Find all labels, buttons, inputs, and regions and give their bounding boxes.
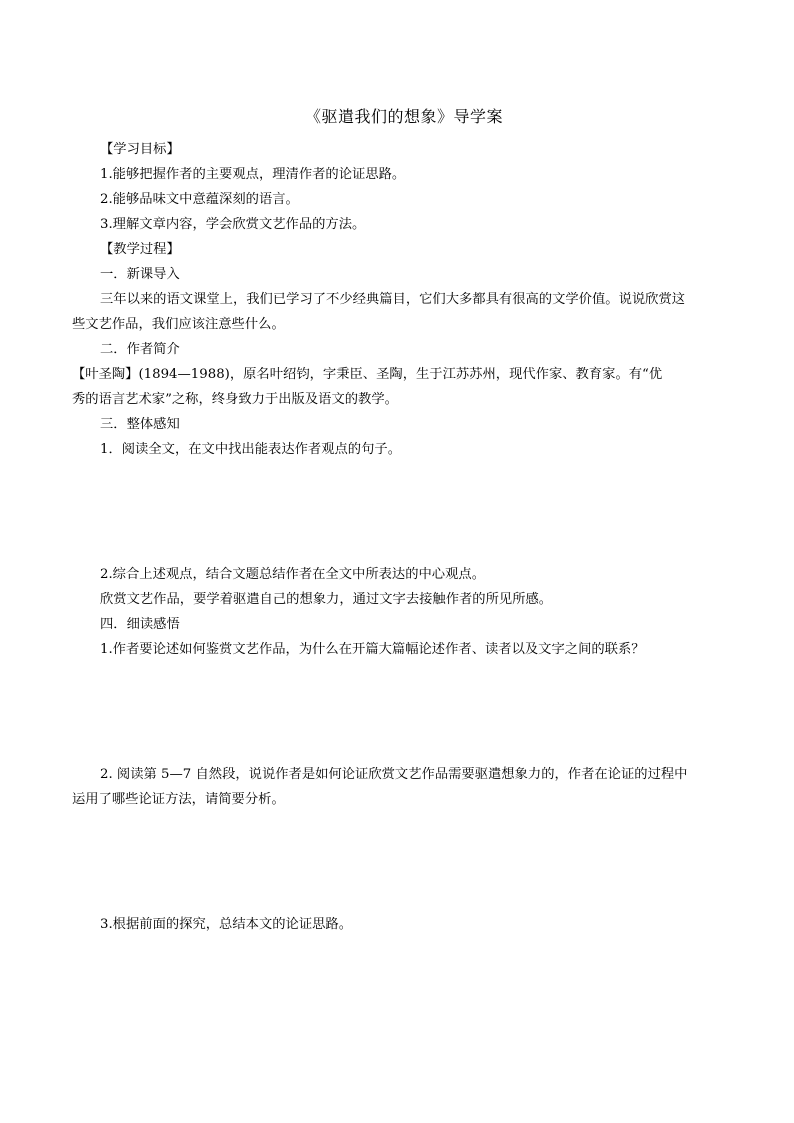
part-4-heading: 四．细读感悟 bbox=[100, 617, 180, 632]
author-intro-text: (1894—1988)，原名叶绍钧，字秉臣、圣陶，生于江苏苏州，现代作家、教育家。有“优 bbox=[138, 367, 663, 382]
author-name: 【叶圣陶】 bbox=[72, 367, 139, 382]
question-4-2-line-2: 运用了哪些论证方法，请简要分析。 bbox=[72, 792, 285, 807]
question-4-1: 1.作者要论述如何鉴赏文艺作品，为什么在开篇大篇幅论述作者、读者以及文字之间的联系？ bbox=[100, 642, 645, 657]
section-heading-goals: 【学习目标】 bbox=[100, 142, 180, 157]
part-1-paragraph-line-1: 三年以来的语文课堂上，我们已学习了不少经典篇目，它们大多都具有很高的文学价值。说说欣赏这 bbox=[100, 292, 686, 307]
question-3-2: 2.综合上述观点，结合文题总结作者在全文中所表达的中心观点。 bbox=[100, 567, 485, 582]
section-heading-process: 【教学过程】 bbox=[100, 242, 180, 257]
part-1-heading: 一．新课导入 bbox=[100, 267, 180, 282]
author-intro-line-2: 秀的语言艺术家”之称，终身致力于出版及语文的教学。 bbox=[72, 392, 398, 407]
question-4-2-line-1: 2. 阅读第 5—7 自然段，说说作者是如何论证欣赏文艺作品需要驱遣想象力的，作者在论证的过程中 bbox=[100, 767, 688, 782]
goal-item-1: 1.能够把握作者的主要观点，理清作者的论证思路。 bbox=[100, 167, 406, 182]
question-4-3: 3.根据前面的探究，总结本文的论证思路。 bbox=[100, 917, 353, 932]
part-3-heading: 三．整体感知 bbox=[100, 417, 180, 432]
question-3-1: 1．阅读全文，在文中找出能表达作者观点的句子。 bbox=[100, 442, 401, 457]
goal-item-3: 3.理解文章内容，学会欣赏文艺作品的方法。 bbox=[100, 217, 366, 232]
goal-item-2: 2.能够品味文中意蕴深刻的语言。 bbox=[100, 192, 299, 207]
document-title: 《驱遣我们的想象》导学案 bbox=[305, 107, 504, 126]
part-2-heading: 二．作者简介 bbox=[100, 342, 180, 357]
author-intro-line-1 bbox=[72, 365, 662, 385]
part-1-paragraph-line-2: 些文艺作品，我们应该注意些什么。 bbox=[72, 317, 285, 332]
question-3-2-answer: 欣赏文艺作品，要学着驱遣自己的想象力，通过文字去接触作者的所见所感。 bbox=[100, 592, 553, 607]
